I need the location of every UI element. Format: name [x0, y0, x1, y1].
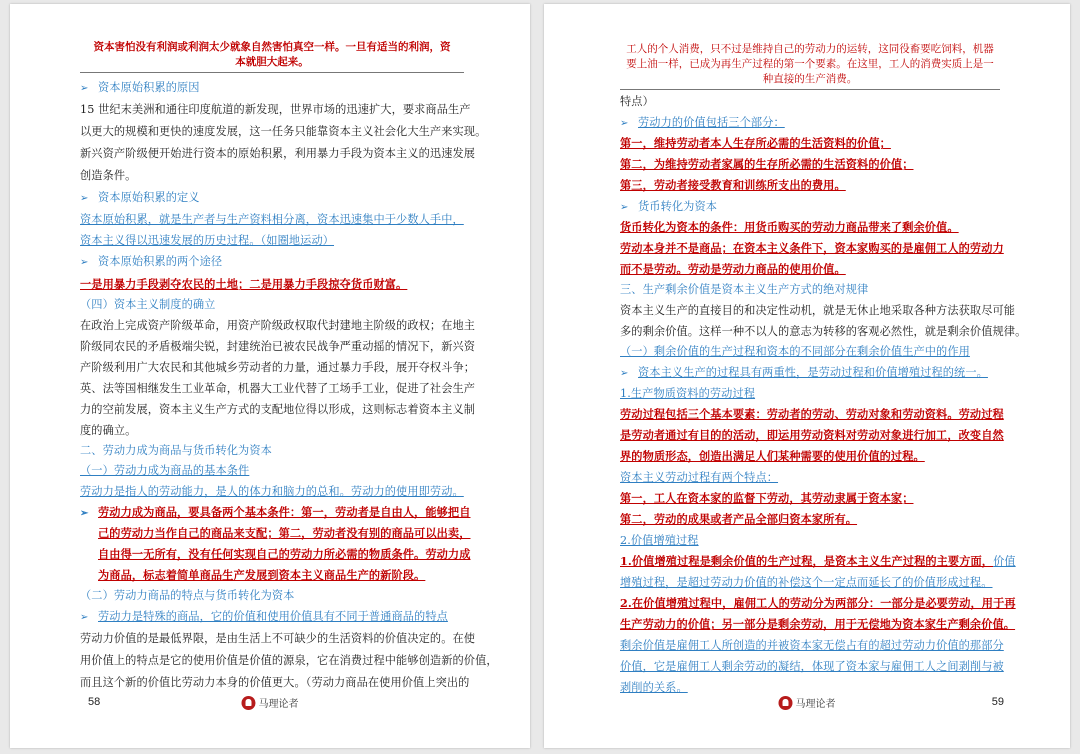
paragraph [620, 404, 1004, 467]
text-run: 资本原始积累的原因 [98, 81, 200, 94]
paragraph [80, 295, 464, 315]
text-line [80, 650, 498, 672]
text-run: 增殖过程，是超过劳动力价值的补偿这个一定点而延长了的价值形成过程。 [620, 576, 993, 589]
paragraph [620, 238, 1004, 280]
marx-logo-icon [242, 696, 256, 710]
text-run: 二、劳动力成为商品与货币转化为资本 [80, 444, 272, 457]
text-run: 第三，劳动者接受教育和训练所支出的费用。 [620, 178, 846, 192]
text-line [620, 154, 1000, 175]
text-run: 资本原始积累的两个途径 [98, 255, 223, 268]
text-run: 产阶级利用广大农民和其他城乡劳动者的力量，通过暴力手段，展开夺权斗争； [80, 361, 476, 374]
text-line [80, 586, 464, 606]
text-run: 资本主义生产的直接目的和决定性动机，就是无休止地采取各种方法获取尽可能 [620, 304, 1016, 317]
text-run: 资本原始积累，就是生产者与生产资料相分离，资本迅速集中于少数人手中， [80, 213, 464, 226]
text-run: 己的劳动力当作自己的商品来支配；第二，劳动者没有别的商品可以出卖， [98, 526, 471, 540]
text-run: 剥削的关系。 [620, 681, 688, 694]
text-line [80, 230, 464, 251]
text-line [80, 357, 476, 378]
text-run: 在政治上完成资产阶级革命，用资产阶级政权取代封建地主阶级的政权；在地主 [80, 319, 476, 332]
text-line [98, 502, 471, 523]
text-run: 第二，劳动的成果或者产品全部归资本家所有。 [620, 512, 858, 526]
header-quote-line: 种直接的生产消费。 [762, 73, 858, 85]
paragraph [620, 509, 1000, 530]
text-run: 第一，维持劳动者本人生存所必需的生活资料的价值； [620, 136, 891, 150]
text-line [620, 259, 1000, 280]
text-run: 为商品，标志着简单商品生产发展到资本主义商品生产的新阶段。 [98, 568, 426, 582]
text-line [620, 383, 1000, 404]
paragraph [80, 441, 464, 461]
text-line [80, 295, 464, 315]
text-run: 一是用暴力手段剥夺农民的土地；二是用暴力手段掠夺货币财富。 [80, 277, 408, 291]
text-line [80, 420, 464, 441]
text-run: 生产劳动力的价值；另一部分是剩余劳动，用于无偿地为资本家生产剩余价值。 [620, 617, 1016, 631]
text-line [98, 77, 464, 99]
text-run: 度的确立。 [80, 424, 137, 437]
left-page [10, 4, 530, 748]
text-run: （四）资本主义制度的确立 [80, 298, 216, 311]
text-run: 英、法等国相继发生工业革命，机器大工业代替了工场手工业，促进了社会生产 [80, 382, 476, 395]
text-line [620, 509, 1000, 530]
text-run: 剩余价值是雇佣工人所创造的并被资本家无偿占有的超过劳动力价值的那部分 [620, 639, 1004, 652]
text-run: 1.生产物质资料的劳动过程 [620, 387, 756, 400]
paragraph [80, 586, 464, 606]
paragraph [620, 551, 1016, 593]
text-line [98, 606, 464, 628]
text-line [620, 488, 1000, 509]
left-footer [10, 690, 530, 710]
text-run: 第二，为维持劳动者家属的生存所必需的生活资料的价值； [620, 157, 914, 171]
header-quote-line: 工人的个人消费，只不过是维持自己的劳动力的运转，这同役畜要吃饲料，机器 [626, 43, 994, 55]
text-line [638, 362, 1000, 383]
text-run: 资本主义劳动过程有两个特点： [620, 471, 779, 484]
paragraph [620, 217, 1000, 238]
paragraph [80, 628, 498, 694]
paragraph [620, 280, 1000, 300]
text-run: 劳动力的价值包括三个部分： [638, 116, 785, 129]
text-line [80, 315, 476, 336]
text-line [620, 614, 1016, 635]
text-run: 劳动力是指人的劳动能力，是人的体力和脑力的总和。劳动力的使用即劳动。 [80, 485, 464, 498]
text-run: 而且这个新的价值比劳动力本身的价值更大。（劳动力商品在使用价值上突出的 [80, 676, 470, 689]
text-run: 界的物质形态，创造出满足人们某种需要的使用价值的过程。 [620, 449, 925, 463]
text-line [80, 441, 464, 461]
text-line [98, 251, 464, 273]
text-line [80, 121, 487, 143]
text-line [620, 92, 1000, 112]
text-line [620, 342, 1000, 362]
text-line [98, 523, 471, 544]
text-run: 资本主义生产的过程具有两重性，是劳动过程和价值增殖过程的统一。 [638, 366, 988, 379]
paragraph [620, 467, 1000, 488]
bullet-paragraph [620, 196, 1000, 217]
paragraph [620, 175, 1000, 196]
text-run: 货币转化为资本的条件：用货币购买的劳动力商品带来了剩余价值。 [620, 220, 959, 234]
text-line [620, 656, 1004, 677]
text-line [620, 551, 1016, 572]
logo [779, 695, 836, 710]
text-line [80, 99, 471, 121]
text-line [80, 209, 464, 230]
text-line [80, 143, 476, 165]
logo [242, 695, 299, 710]
paragraph [620, 92, 1000, 112]
text-line [620, 530, 1000, 551]
right-footer [544, 690, 1070, 710]
text-run: 15 世纪末美洲和通往印度航道的新发现，世界市场的迅速扩大，要求商品生产 [80, 103, 471, 116]
text-run: 劳动力是特殊的商品，它的价值和使用价值具有不同于普通商品的特点 [98, 610, 448, 623]
bullet-paragraph [80, 502, 471, 586]
text-line [620, 404, 1004, 425]
text-line [620, 321, 1027, 342]
text-run: 力的空前发展，资本主义生产方式的支配地位得以形成，这则标志着资本主义制 [80, 403, 476, 416]
logo-text: 马理论者 [258, 699, 299, 710]
page-number: 59 [991, 696, 1004, 708]
text-run: （一）劳动力成为商品的基本条件 [80, 464, 250, 477]
text-run: 劳动过程包括三个基本要素：劳动者的劳动、劳动对象和劳动资料。劳动过程 [620, 407, 1004, 421]
text-run: 是劳动者通过有目的的活动，即运用劳动资料对劳动对象进行加工，改变自然 [620, 428, 1004, 442]
page-number: 58 [88, 696, 101, 708]
text-line [620, 300, 1016, 321]
paragraph [80, 315, 476, 441]
left-header-quote [80, 40, 464, 73]
header-quote-line: 本就胆大起来。 [235, 56, 309, 68]
text-line [98, 544, 471, 565]
text-run: 用价值上的特点是它的使用价值是价值的源泉，它在消费过程中能够创造新的价值， [80, 654, 498, 667]
text-line [80, 628, 476, 650]
bullet-paragraph [80, 251, 464, 273]
text-run: （二）劳动力商品的特点与货币转化为资本 [80, 589, 295, 602]
text-run: 创造条件。 [80, 169, 137, 182]
header-quote-line: 资本害怕没有利润或利润太少就象自然害怕真空一样。一旦有适当的利润，资 [93, 41, 451, 53]
text-line [620, 175, 1000, 196]
text-line [620, 238, 1004, 259]
text-line [80, 399, 476, 420]
text-run: 2.在价值增殖过程中，雇佣工人的劳动分为两部分：一部分是必要劳动，用于再 [620, 596, 1016, 610]
paragraph [620, 488, 1000, 509]
text-run: 价值 [993, 555, 1016, 568]
marx-logo-icon [779, 696, 793, 710]
paragraph [620, 593, 1016, 635]
text-run: 价值，它是雇佣工人剩余劳动的凝结，体现了资本家与雇佣工人之间剥削与被 [620, 660, 1004, 673]
text-run: 阶级同农民的矛盾极端尖锐，封建统治已被农民战争严重动摇的情况下，新兴资 [80, 340, 476, 353]
text-run: 劳动力成为商品，要具备两个基本条件：第一，劳动者是自由人，能够把自 [98, 505, 471, 519]
right-header-quote [620, 42, 1000, 90]
text-run: 货币转化为资本 [638, 200, 718, 213]
paragraph [80, 273, 464, 295]
text-line [620, 425, 1004, 446]
text-line [620, 217, 1000, 238]
text-run: 2.价值增殖过程 [620, 534, 699, 547]
left-page-content [80, 4, 498, 694]
text-run: 资本主义得以迅速发展的历史过程。（如圈地运动） [80, 234, 335, 247]
bullet-paragraph [80, 606, 464, 628]
text-line [620, 635, 1004, 656]
text-run: 特点） [620, 95, 654, 108]
paragraph [620, 530, 1000, 551]
paragraph [620, 635, 1004, 698]
paragraph [620, 300, 1027, 342]
bullet-paragraph [80, 77, 464, 99]
text-line [620, 467, 1000, 488]
text-run: 资本原始积累的定义 [98, 191, 200, 204]
text-run: 多的剩余价值。这样一种不以人的意志为转移的客观必然性，就是剩余价值规律。 [620, 325, 1027, 338]
text-run: 以更大的规模和更快的速度发展，这一任务只能靠资本主义社会化大生产来实现。 [80, 125, 487, 138]
text-line [620, 572, 1000, 593]
paragraph [80, 99, 487, 187]
paragraph [620, 133, 1000, 154]
paragraph [80, 481, 464, 502]
text-run: 三、生产剩余价值是资本主义生产方式的绝对规律 [620, 283, 869, 296]
text-run: （一）剩余价值的生产过程和资本的不同部分在剩余价值生产中的作用 [620, 345, 970, 358]
paragraph [80, 209, 464, 251]
text-line [620, 593, 1016, 614]
right-page-content [620, 4, 1027, 698]
text-line [620, 280, 1000, 300]
logo-text: 马理论者 [795, 699, 836, 710]
paragraph [80, 461, 464, 481]
text-line [620, 133, 1000, 154]
text-run: 自由得一无所有，没有任何实现自己的劳动力所必需的物质条件。劳动力成 [98, 547, 471, 561]
bullet-paragraph [80, 187, 464, 209]
text-run: 劳动力价值的是最低界限，是由生活上不可缺少的生活资料的价值决定的。在使 [80, 632, 476, 645]
text-line [80, 481, 464, 502]
text-run: 第一，工人在资本家的监督下劳动，其劳动隶属于资本家； [620, 491, 914, 505]
text-line [80, 273, 464, 295]
text-line [98, 565, 464, 586]
text-run: 新兴资产阶级便开始进行资本的原始积累，利用暴力手段为资本主义的迅速发展 [80, 147, 476, 160]
text-run: 劳动本身并不是商品；在资本主义条件下，资本家购买的是雇佣工人的劳动力 [620, 241, 1004, 255]
text-line [80, 336, 476, 357]
header-quote-line: 要上油一样，已成为再生产过程的第一个要素。在这里，工人的消费实质上是一 [626, 58, 994, 70]
text-line [80, 378, 476, 399]
paragraph [620, 154, 1000, 175]
text-line [638, 112, 1000, 133]
text-line [80, 165, 464, 187]
right-page [544, 4, 1070, 748]
text-run: 而不是劳动。劳动是劳动力商品的使用价值。 [620, 262, 846, 276]
bullet-paragraph [620, 112, 1000, 133]
text-line [98, 187, 464, 209]
text-line [638, 196, 1000, 217]
text-run: 1.价值增殖过程是剩余价值的生产过程，是资本主义生产过程的主要方面， [620, 554, 994, 568]
text-line [620, 446, 1000, 467]
paragraph [620, 342, 1000, 362]
bullet-paragraph [620, 362, 1000, 383]
paragraph [620, 383, 1000, 404]
text-line [80, 461, 464, 481]
